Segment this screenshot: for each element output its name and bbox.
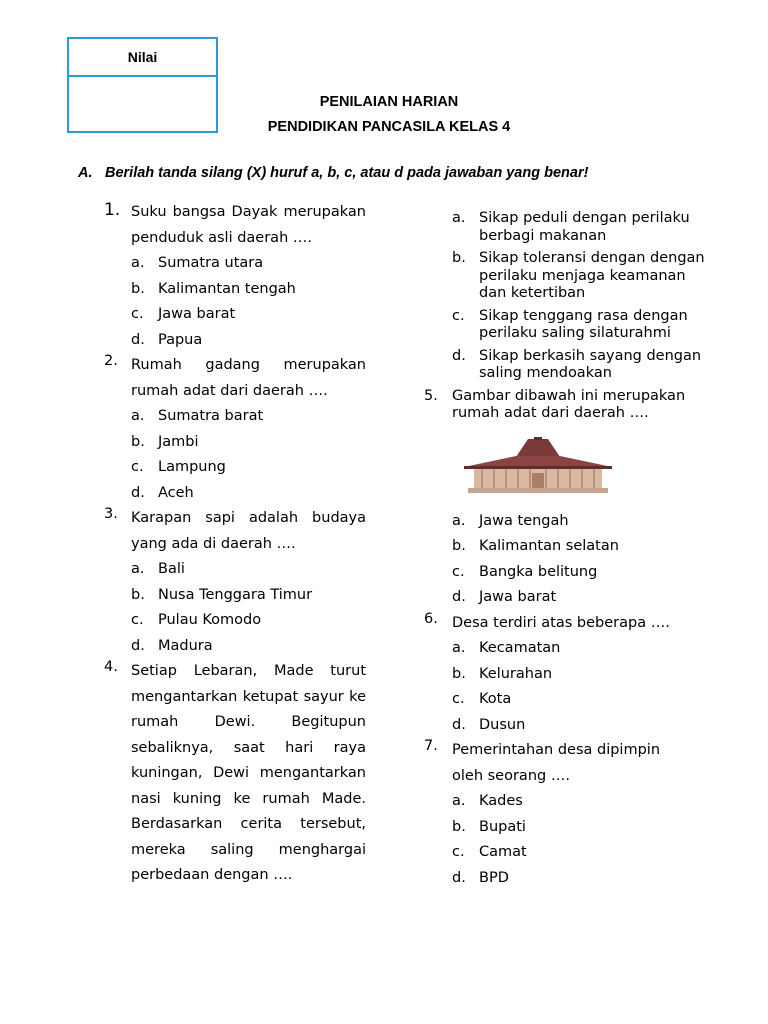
option-text: Jawa barat: [158, 306, 236, 322]
option-letter: c.: [131, 612, 144, 628]
option-d[interactable]: [452, 866, 714, 892]
question-number: 3.: [104, 506, 118, 522]
option-a[interactable]: [452, 210, 714, 245]
option-b[interactable]: [452, 662, 714, 688]
option-a[interactable]: [131, 404, 366, 430]
option-text: Pulau Komodo: [158, 612, 262, 628]
question-4: [100, 659, 366, 889]
question-2: [100, 353, 366, 506]
option-letter: b.: [131, 280, 145, 297]
option-b[interactable]: [131, 277, 366, 303]
question-text: Setiap Lebaran, Made turut mengantarkan ketupat sayur ke rumah Dewi. Begitupun sebaliknya, saat hari raya kuningan, Dewi mengantarkan nasi kuning ke rumah Made. Berdasarkan cerita tersebut, mereka saling menghargai perbedaan dengan ….: [131, 663, 366, 883]
option-text: Camat: [479, 844, 527, 860]
option-b[interactable]: [131, 583, 366, 609]
option-c[interactable]: [131, 455, 366, 481]
question-number: 4.: [104, 659, 118, 675]
option-d[interactable]: [131, 634, 366, 660]
option-letter: c.: [452, 307, 465, 324]
question-text: Desa terdiri atas beberapa ….: [452, 614, 670, 631]
question-6: [424, 611, 714, 739]
right-column: [424, 206, 714, 891]
option-text: Kalimantan selatan: [479, 538, 619, 554]
question-number: 6.: [424, 610, 438, 627]
option-text: Bali: [158, 561, 185, 577]
option-letter: b.: [452, 665, 466, 682]
option-a[interactable]: [131, 557, 366, 583]
option-letter: a.: [452, 793, 466, 809]
option-d[interactable]: [131, 481, 366, 507]
option-letter: b.: [131, 586, 145, 603]
option-text: Sikap peduli dengan perilaku berbagi makanan: [479, 210, 690, 244]
option-text: Kota: [479, 691, 512, 707]
question-text: Karapan sapi adalah budaya yang ada di daerah ….: [131, 510, 366, 552]
option-d[interactable]: [131, 328, 366, 354]
option-text: Kades: [479, 793, 523, 809]
option-b[interactable]: [131, 430, 366, 456]
option-c[interactable]: [452, 308, 714, 343]
option-text: Nusa Tenggara Timur: [158, 586, 313, 603]
option-a[interactable]: [452, 636, 714, 662]
option-letter: a.: [452, 210, 466, 226]
option-text: Kelurahan: [479, 665, 553, 682]
page-title: PENILAIAN HARIAN: [319, 94, 459, 110]
option-letter: c.: [452, 563, 465, 580]
option-text: Sikap tenggang rasa dengan perilaku saling silaturahmi: [479, 307, 688, 341]
option-c[interactable]: [131, 608, 366, 634]
option-a[interactable]: [131, 251, 366, 277]
option-text: Sumatra utara: [158, 255, 264, 271]
option-letter: a.: [131, 561, 145, 577]
section-letter: A.: [78, 165, 93, 181]
option-text: Jawa tengah: [479, 512, 569, 529]
option-letter: a.: [452, 640, 466, 656]
option-letter: d.: [452, 869, 466, 886]
option-letter: c.: [131, 459, 144, 475]
option-letter: b.: [452, 818, 466, 835]
question-5: [424, 388, 714, 611]
option-letter: b.: [131, 433, 145, 450]
page-subtitle: PENDIDIKAN PANCASILA KELAS 4: [267, 119, 511, 135]
option-c[interactable]: [452, 560, 714, 586]
option-text: BPD: [479, 869, 509, 886]
option-text: Papua: [158, 331, 203, 348]
option-letter: c.: [452, 691, 465, 707]
option-c[interactable]: [131, 302, 366, 328]
option-text: Jambi: [158, 433, 199, 450]
option-a[interactable]: [452, 509, 714, 535]
option-text: Madura: [158, 637, 213, 654]
option-text: Kecamatan: [479, 640, 561, 656]
option-letter: d.: [452, 589, 466, 605]
question-4-options: [424, 210, 714, 383]
option-b[interactable]: [452, 534, 714, 560]
question-text: Gambar dibawah ini merupakan rumah adat dari daerah ….: [452, 387, 686, 421]
option-text: Bangka belitung: [479, 563, 598, 580]
question-text: Pemerintahan desa dipimpin oleh seorang ….: [452, 742, 661, 784]
option-text: Lampung: [158, 459, 226, 475]
option-letter: d.: [131, 484, 145, 501]
option-text: Sumatra barat: [158, 408, 264, 424]
section-instruction: [78, 165, 588, 181]
option-letter: a.: [131, 408, 145, 424]
option-text: Kalimantan tengah: [158, 280, 296, 297]
option-b[interactable]: [452, 250, 714, 303]
option-text: Dusun: [479, 716, 526, 733]
question-number: 2.: [104, 353, 118, 369]
option-letter: d.: [452, 347, 466, 364]
option-letter: d.: [131, 331, 145, 348]
option-text: Sikap toleransi dengan dengan perilaku menjaga keamanan dan ketertiban: [479, 250, 705, 301]
option-text: Bupati: [479, 818, 526, 835]
option-letter: c.: [452, 844, 465, 860]
question-1: [100, 200, 366, 353]
option-letter: d.: [452, 716, 466, 733]
option-text: Sikap berkasih sayang dengan saling mendoakan: [479, 347, 702, 381]
option-letter: d.: [131, 637, 145, 654]
question-text: Rumah gadang merupakan rumah adat dari daerah ….: [131, 357, 366, 399]
question-text: Suku bangsa Dayak merupakan penduduk asli daerah ….: [131, 204, 366, 246]
question-number: 1.: [104, 200, 121, 220]
score-box-label: Nilai: [69, 39, 216, 77]
option-d[interactable]: [452, 713, 714, 739]
option-c[interactable]: [452, 687, 714, 713]
option-d[interactable]: [452, 585, 714, 611]
option-text: Aceh: [158, 484, 194, 501]
question-number: 7.: [424, 738, 438, 754]
question-3: [100, 506, 366, 659]
question-7: [424, 738, 714, 891]
option-c[interactable]: [452, 840, 714, 866]
option-letter: b.: [452, 250, 466, 266]
section-instruction-text: Berilah tanda silang (X) huruf a, b, c, atau d pada jawaban yang benar!: [105, 165, 589, 181]
option-text: Jawa barat: [479, 589, 557, 605]
left-column: [100, 200, 366, 889]
option-b[interactable]: [452, 815, 714, 841]
option-a[interactable]: [452, 789, 714, 815]
option-letter: a.: [131, 255, 145, 271]
joglo-house-image: [462, 437, 614, 495]
option-letter: b.: [452, 538, 466, 554]
option-d[interactable]: [452, 348, 714, 383]
option-letter: c.: [131, 306, 144, 322]
question-number: 5.: [424, 387, 438, 404]
option-letter: a.: [452, 512, 466, 529]
